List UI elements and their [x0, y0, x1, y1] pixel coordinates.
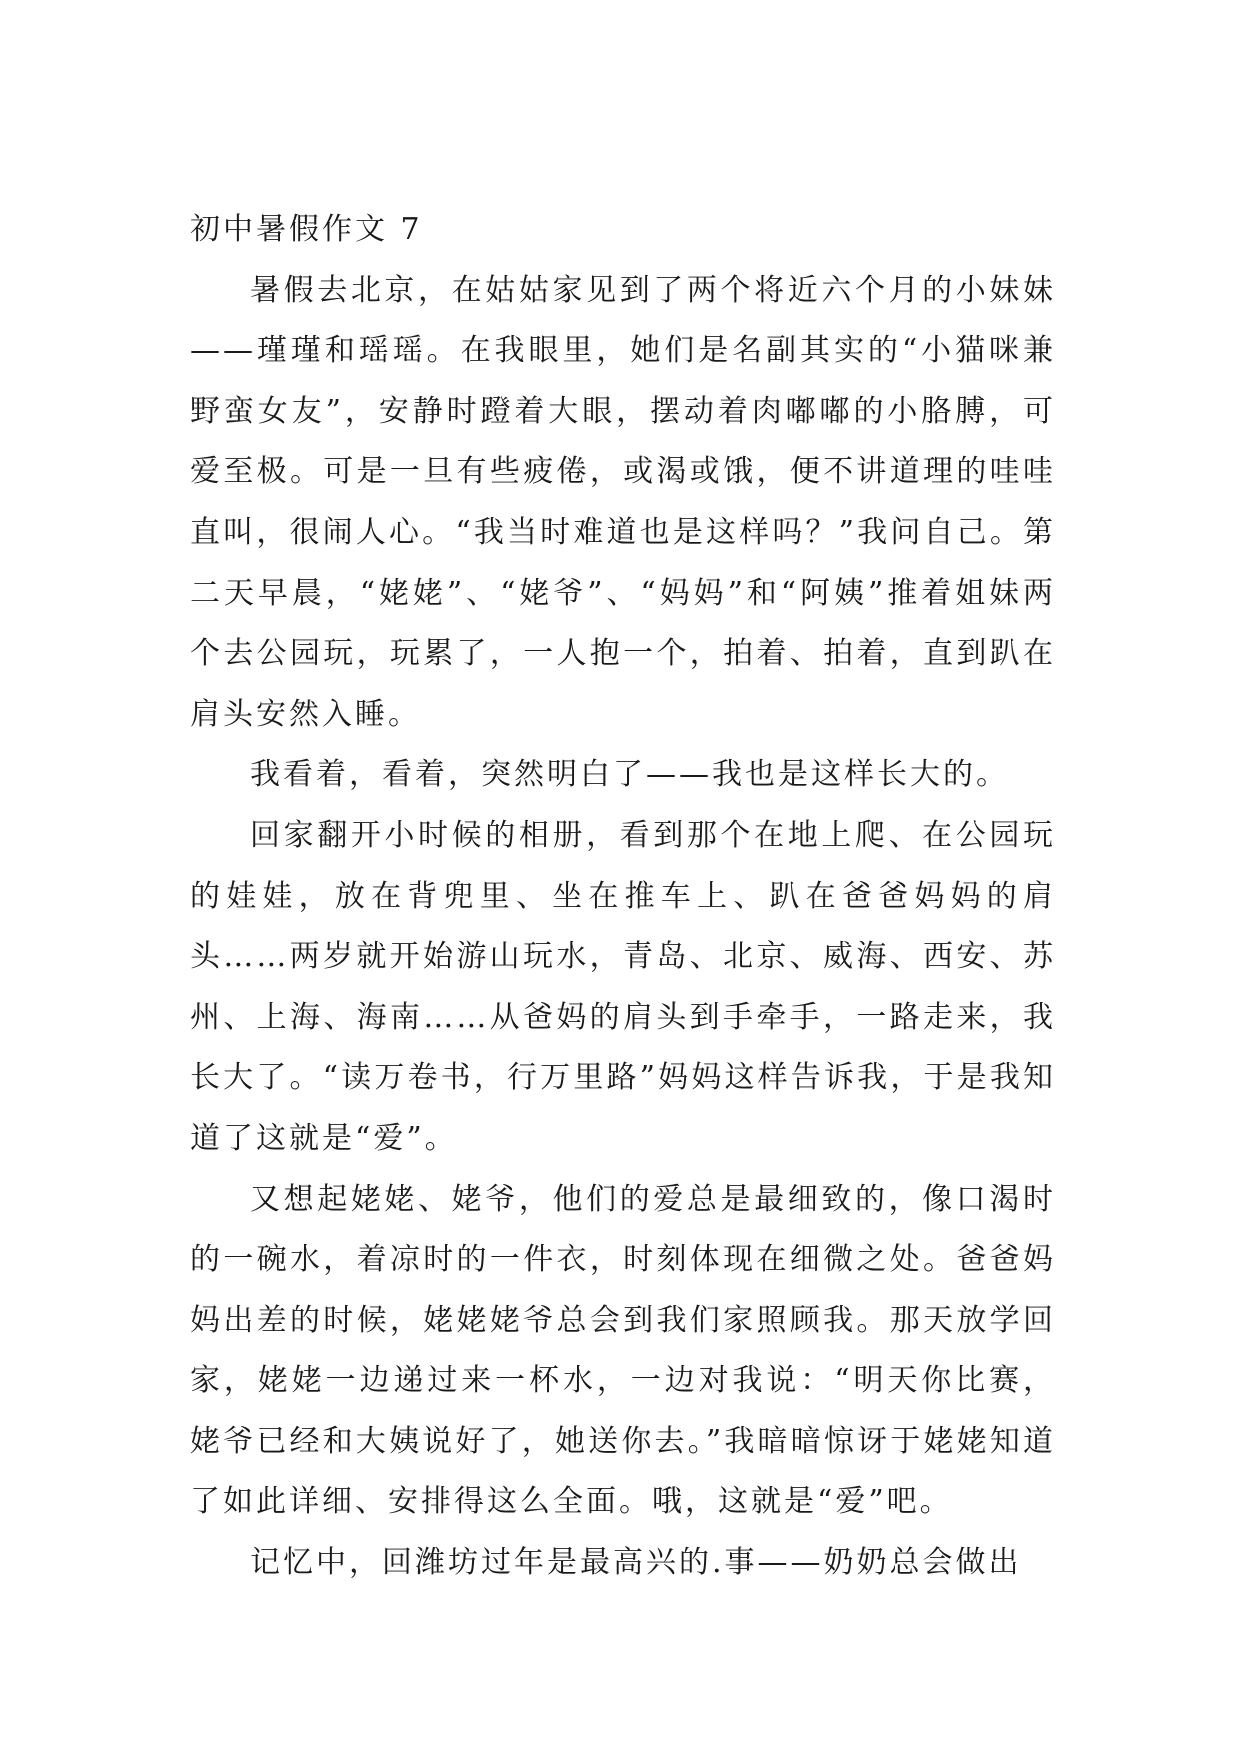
document-body [190, 200, 1056, 1594]
paragraph-4: 又想起姥姥、姥爷，他们的爱总是最细致的，像口渴时的一碗水，着凉时的一件衣，时刻体现在细微之处。爸爸妈妈出差的时候，姥姥姥爷总会到我们家照顾我。那天放学回家，姥姥一边递过来一杯水，一边对我说：“明天你比赛，姥爷已经和大姨说好了，她送你去。”我暗暗惊讶于姥姥知道了如此详细、安排得这么全面。哦，这就是“爱”吧。 [190, 1181, 1056, 1520]
document-title: 初中暑假作文 7 [190, 212, 423, 247]
paragraph-3: 回家翻开小时候的相册，看到那个在地上爬、在公园玩的娃娃，放在背兜里、坐在推车上、趴在爸爸妈妈的肩头……两岁就开始游山玩水，青岛、北京、威海、西安、苏州、上海、海南……从爸妈的肩头到手牵手，一路走来，我长大了。“读万卷书，行万里路”妈妈这样告诉我，于是我知道了这就是“爱”。 [190, 817, 1056, 1156]
paragraph-1: 暑假去北京，在姑姑家见到了两个将近六个月的小妹妹——瑾瑾和瑶瑶。在我眼里，她们是名副其实的“小猫咪兼野蛮女友”，安静时蹬着大眼，摆动着肉嘟嘟的小胳膊，可爱至极。可是一旦有些疲倦，或渴或饿，便不讲道理的哇哇直叫，很闹人心。“我当时难道也是这样吗？”我问自己。第二天早晨，“姥姥”、“姥爷”、“妈妈”和“阿姨”推着姐妹两个去公园玩，玩累了，一人抱一个，拍着、拍着，直到趴在肩头安然入睡。 [190, 272, 1056, 732]
paragraph-5: 记忆中，回潍坊过年是最高兴的.事——奶奶总会做出 [250, 1545, 1022, 1581]
paragraph-2: 我看着，看着，突然明白了——我也是这样长大的。 [250, 757, 1009, 793]
